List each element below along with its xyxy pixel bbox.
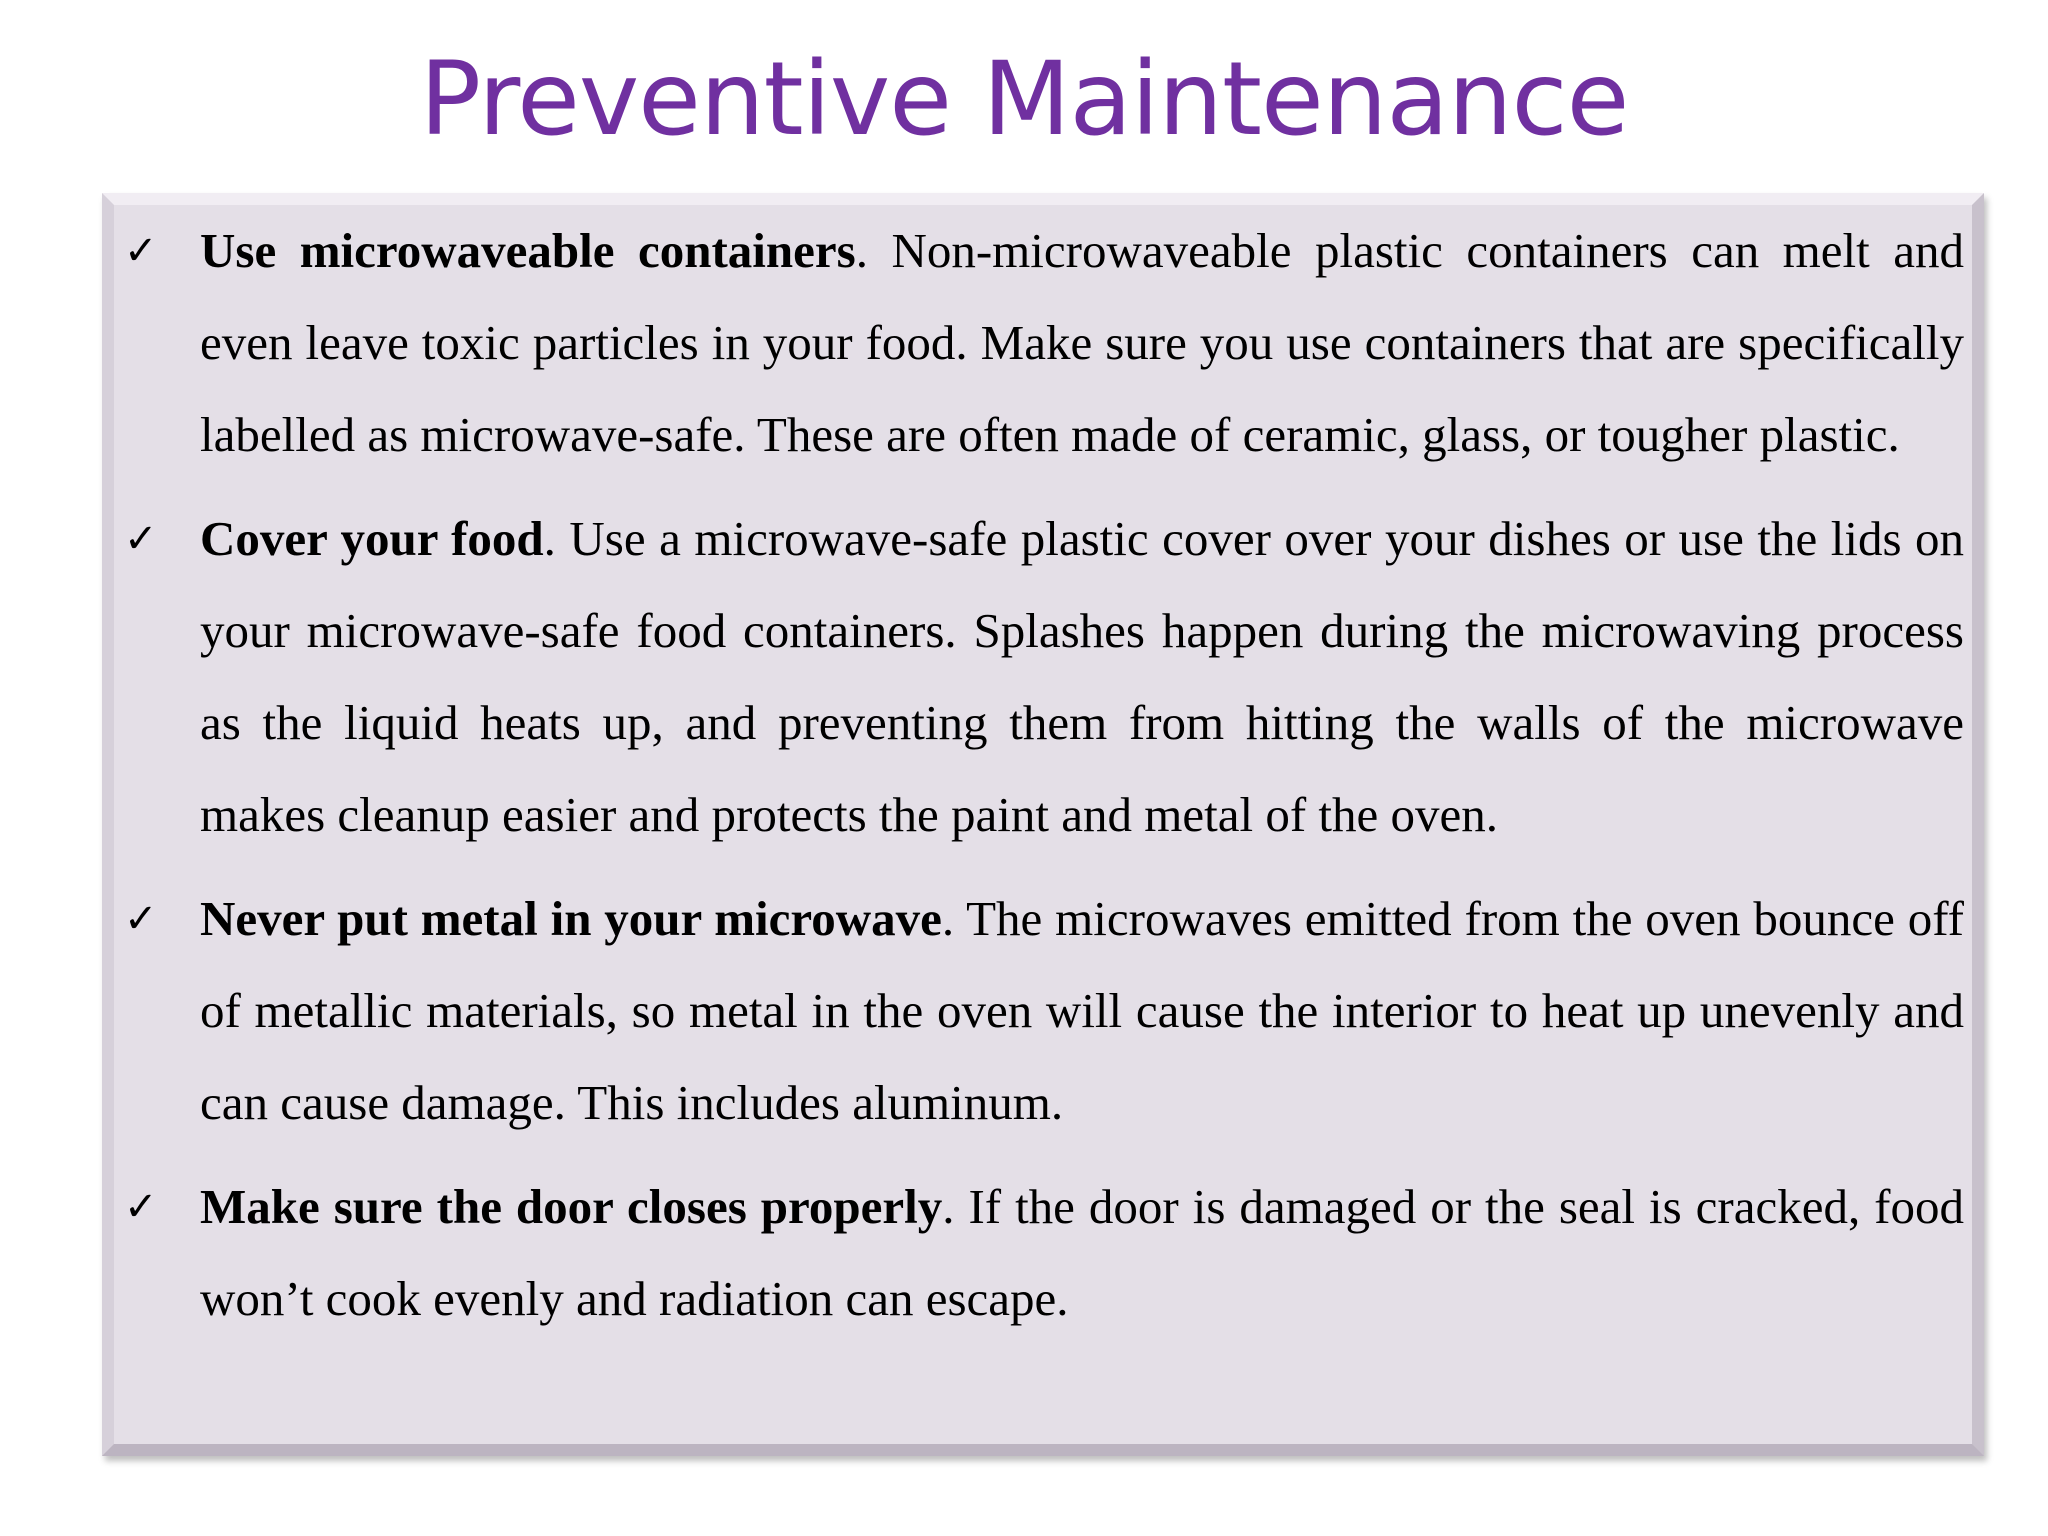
bullet-body: . If the door is damaged or the seal is cracked, food won’t cook evenly and radiation can escape.	[200, 1179, 1965, 1326]
check-icon: ✓	[124, 1184, 158, 1230]
content-panel	[102, 193, 1984, 1456]
bullet-body: . Non-microwaveable plastic containers can melt and even leave toxic particles in your food. Make sure you use containers that are specifically labelled as microwave-safe. These are often made of ceramic, glass, or tougher plastic.	[200, 223, 1965, 462]
bullet-heading: Never put metal in your microwave	[200, 891, 942, 946]
bullet-heading: Make sure the door closes properly	[200, 1179, 943, 1234]
slide-title: Preventive Maintenance	[419, 40, 1629, 159]
bullet-list	[114, 205, 1972, 1345]
bullet-item	[114, 873, 1972, 1149]
bullet-item	[114, 205, 1972, 481]
bullet-text	[200, 1161, 1964, 1345]
check-icon: ✓	[124, 516, 158, 562]
bullet-text	[200, 205, 1964, 481]
bullet-body: . The microwaves emitted from the oven bounce off of metallic materials, so metal in the oven will cause the interior to heat up unevenly and can cause damage. This includes aluminum.	[200, 891, 1964, 1130]
bullet-item	[114, 493, 1972, 861]
bullet-text	[200, 493, 1964, 861]
bullet-heading: Cover your food	[200, 511, 544, 566]
check-icon: ✓	[124, 228, 158, 274]
check-icon: ✓	[124, 896, 158, 942]
bullet-item	[114, 1161, 1972, 1345]
bullet-heading: Use microwaveable containers	[200, 223, 856, 278]
bullet-text	[200, 873, 1964, 1149]
bullet-body: . Use a microwave-safe plastic cover over your dishes or use the lids on your microwave-safe food containers. Splashes happen during the microwaving process as the liquid heats up, and preventing them from hitting the walls of the microwave makes cleanup easier and protects the paint and metal of the oven.	[200, 511, 1965, 842]
